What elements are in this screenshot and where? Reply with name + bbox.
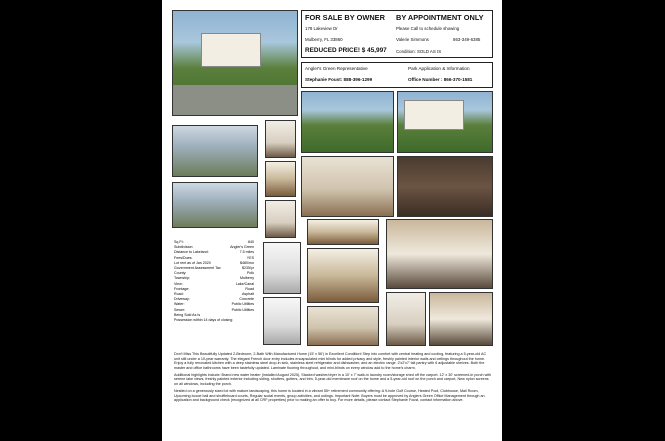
detail-label: Subdivision: — [174, 245, 194, 250]
detail-label: View: — [174, 281, 183, 286]
living-room-photo — [301, 156, 394, 217]
detail-label: Lot rent as of Jan 2020 — [174, 260, 211, 265]
lake-view-photo — [301, 91, 394, 153]
dining-photo — [307, 306, 379, 346]
detail-label: Driveway: — [174, 297, 190, 302]
description-paragraph-2: Additional highlights include: Brand new water heater (installed August 2025), Stacked washer/dryer in a 10' x 7' walk-in laundry room/storage shed off the carport. 12' x 30' screened-in porch with serene lake views, freshly painted exterior including siding, shutters, gutters, and trim, 5-year-old membrane roof on the home and a 5-year-old roof on the porch and carport, New nylon screens on all windows, including the porch. — [174, 372, 492, 386]
detail-label: Being Sold As Is — [174, 312, 201, 317]
detail-value: Polk — [247, 271, 254, 276]
sale-title: FOR SALE BY OWNER — [305, 13, 385, 22]
detail-label: Township: — [174, 276, 190, 281]
description — [174, 352, 492, 405]
exterior-photo — [172, 10, 298, 116]
detail-label: Road: — [174, 292, 184, 297]
detail-value: Concrete — [239, 297, 254, 302]
detail-value: Lake/Canal — [235, 281, 254, 286]
description-paragraph-1: Don't Miss This Beautifully Updated 2-Bedroom, 2-Bath With Manufactured Home (15' x 56') in Excellent Condition! Step into comfort with central heating and cooling, featuring a 5-year-old AC unit still under a 10-year warranty. The elegant French door entry includes encapsulated mini blinds for added privacy and style, freshly painted interior walls and ceilings throughout the home. Enjoy a fully renovated kitchen with a deep stainless steel drop-in sink, stainless steel refrigerator and dishwasher, and an electric range. 2'x2'x7' tall pantry with 6 adjustable shelves. Both the master and office bathrooms have been tastefully updated. Laminate flooring throughout, and mini-blinds on every window add to the home's charm. — [174, 352, 487, 370]
detail-label: County: — [174, 271, 187, 276]
condition: Condition: SOLD AS IS — [396, 49, 442, 54]
detail-label: Water: — [174, 302, 185, 307]
family-room-photo — [397, 156, 493, 217]
schedule-note: Please Call to schedule showing — [396, 26, 460, 31]
bathroom-photo-2 — [263, 297, 301, 345]
kitchen-photo-2 — [307, 248, 379, 303]
carport-photo — [172, 125, 258, 177]
detail-label: Sq Ft: — [174, 240, 184, 244]
small-photo-1 — [265, 120, 296, 158]
home-side-shape — [404, 100, 464, 130]
detail-value: $235/yr — [242, 266, 254, 271]
description-paragraph-3: Nestled on a generously sized lot with mature landscaping, this home is located in a vibrant 55+ retirement community offering: A 9-hole Golf Course, Heated Pool, Clubhouse, Mail Room, Upcoming bocce ball and shuffleboard courts, Regular social events, group activities, and outings. Important Note: Buyers must be approved by Anglers Green Office Management through an application and background check (recognized at all CRF properties) prior to making an offer to buy. For more details, please contact Stephanie Foust, contact information above. — [174, 388, 485, 403]
details-list — [174, 240, 254, 323]
small-photo-2 — [265, 161, 296, 197]
home-side-photo — [397, 91, 493, 153]
rep-title: Angler's Green Representative — [305, 66, 368, 71]
porch-photo — [172, 182, 258, 228]
appointment-title: BY APPOINTMENT ONLY — [396, 13, 484, 22]
bedroom-photo — [386, 219, 493, 289]
detail-value: 7.5 miles — [239, 250, 254, 255]
detail-label: Sewer: — [174, 307, 186, 312]
rep-line: Stephanie Foust: 888-396-1299 — [305, 77, 373, 82]
detail-value: $480/mo — [240, 260, 254, 265]
detail-label: Distance to Lakeland: — [174, 250, 209, 255]
app-title: Park Application & Information — [408, 66, 470, 71]
detail-label: Government Assessment Tax — [174, 266, 221, 271]
flyer-page — [162, 0, 502, 441]
driveway — [173, 85, 298, 116]
detail-value: Angler's Green — [230, 245, 254, 250]
address-line2: Mulberry, FL 33860 — [305, 37, 343, 42]
bathroom-photo-1 — [263, 242, 301, 294]
detail-value: YES — [246, 255, 254, 260]
contact-name: Valerie Simmons — [396, 37, 429, 42]
hallway-photo — [386, 292, 426, 346]
small-photo-3 — [265, 200, 296, 238]
detail-label: Possession within 14 days of closing — [174, 318, 233, 323]
house-shape — [201, 33, 261, 67]
detail-value: Asphalt — [242, 292, 254, 297]
contact-phone: 863-349-6385 — [453, 37, 481, 42]
detail-value: Public Utilities — [231, 302, 254, 307]
price: REDUCED PRICE! $ 45,997 — [305, 47, 387, 54]
detail-label: Fees/Dues: — [174, 255, 193, 260]
detail-value: Mulberry — [240, 276, 254, 281]
office-line: Office Number : 866-370-1581 — [408, 77, 473, 82]
detail-value: Public Utilities — [231, 307, 254, 312]
kitchen-photo-1 — [307, 219, 379, 245]
detail-value: Road — [245, 286, 254, 291]
address-line1: 178 Lakeview Dr — [305, 26, 338, 31]
detail-value: 840 — [248, 240, 254, 244]
detail-label: Frontage: — [174, 286, 190, 291]
second-bedroom-photo — [429, 292, 493, 346]
